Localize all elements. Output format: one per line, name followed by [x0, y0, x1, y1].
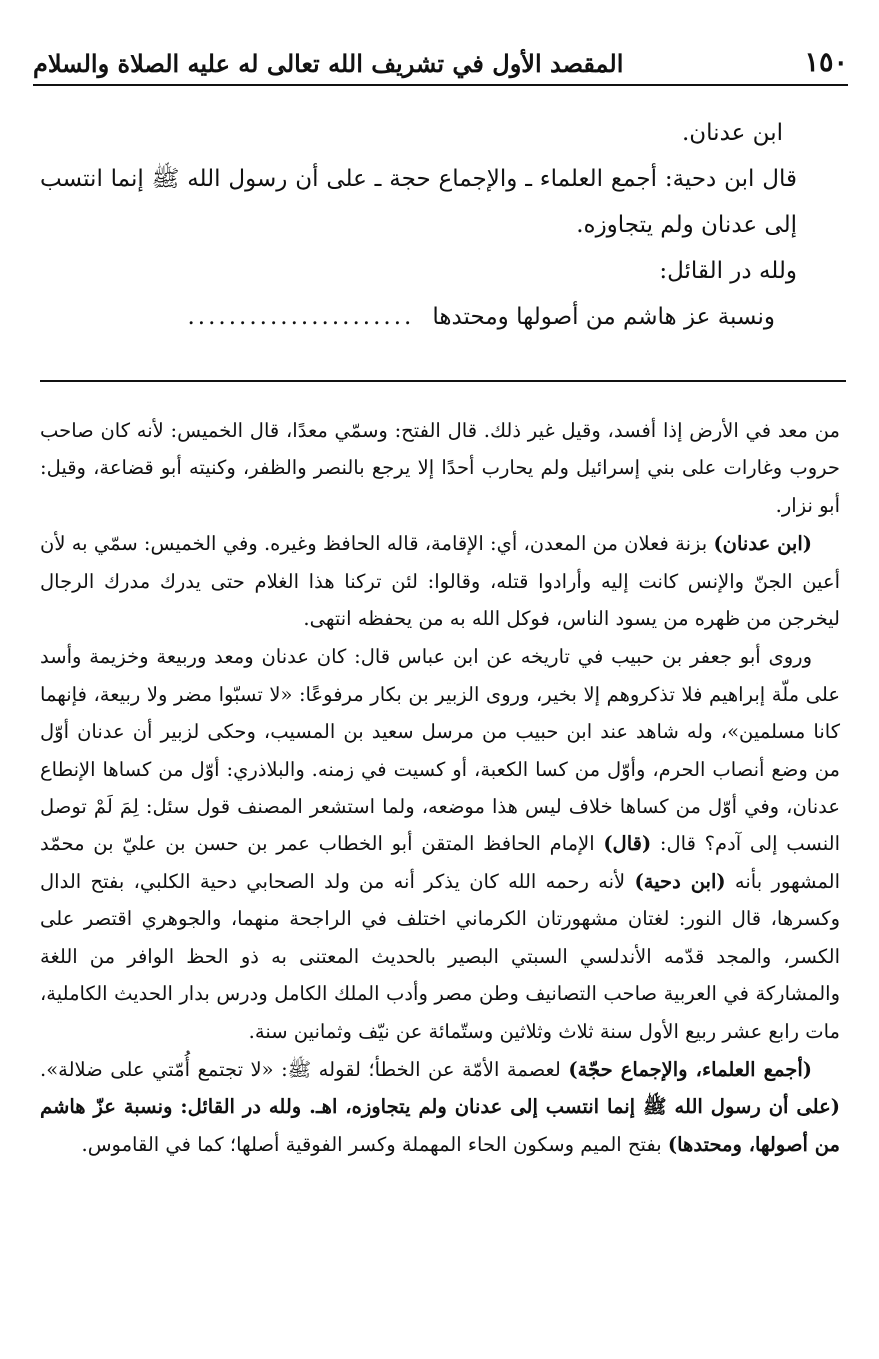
- lemma: (قال): [603, 832, 652, 856]
- commentary-text: بفتح الميم وسكون الحاء المهملة وكسر الفوقية أصلها؛ كما في القاموس.: [81, 1132, 668, 1156]
- running-title: المقصد الأول في تشريف الله تعالى له عليه الصلاة والسلام: [33, 49, 624, 78]
- verse-dots: ......................: [187, 304, 415, 330]
- lemma: (أجمع العلماء، والإجماع حجّة): [568, 1057, 812, 1081]
- page-number: ١٥٠: [804, 47, 848, 78]
- lemma: (ابن دحية): [634, 869, 726, 893]
- footnote-divider: [40, 380, 846, 382]
- main-line-1: ابن عدنان.: [681, 120, 783, 146]
- commentary-text: لعصمة الأمّة عن الخطأ؛ لقوله ﷺ: «لا تجتمع أُمّتي على ضلالة».: [40, 1057, 569, 1081]
- page-header: [33, 34, 848, 86]
- main-paragraph-1: قال ابن دحية: أجمع العلماء ـ والإجماع حجة ـ على أن رسول الله ﷺ إنما انتسب إلى عدنان ولم يتجاوزه.: [40, 166, 797, 238]
- commentary-text: لأنه رحمه الله كان يذكر أنه من ولد الصحابي دحية الكلبي، بفتح الدال وكسرها، قال النور: لغتان مشهورتان الكرماني اختلف في الراجحة منهما، والجوهري اقتصر على الكسر، والمجد قدّمه الأندلسي السبتي البصير بالحديث المعتنى به ذو الحظ الوافر من اللغة والمشاركة في العربية صاحب التصانيف وطن مصر وأدب الملك الكامل ودرس بدار الحديث الكاملية، مات رابع عشر ربيع الأول سنة ثلاث وثلاثين وستّمائة عن نيّف وثمانين سنة.: [40, 869, 840, 1043]
- commentary-paragraph-4: [40, 1051, 840, 1163]
- commentary: [40, 412, 840, 1163]
- lemma: (على أن رسول الله ﷺ إنما انتسب إلى عدنان ولم يتجاوزه، اهـ. ولله در القائل: ونسبة عزّ هاشم من أصولها، ومحتدها): [40, 1095, 840, 1156]
- commentary-paragraph-1: من معد في الأرض إذا أفسد، وقيل غير ذلك. قال الفتح: وسمّي معدًا، قال الخميس: لأنه كان صاحب حروب وغارات على بني إسرائيل ولم يحارب أحدًا إلا يرجع بالنصر والظفر، وكنيته أبو قضاعة، وقيل: أبو نزار.: [40, 419, 840, 517]
- main-line-poet: ولله در القائل:: [659, 258, 797, 284]
- commentary-paragraph-2: [40, 525, 840, 637]
- lemma: (ابن عدنان): [713, 532, 812, 556]
- commentary-paragraph-3: [40, 638, 840, 1049]
- verse: [40, 294, 835, 340]
- commentary-text: الإمام الحافظ المتقن أبو الخطاب عمر بن حسن بن عليّ بن محمّد المشهور بأنه: [40, 832, 840, 893]
- commentary-text: وروى أبو جعفر بن حبيب في تاريخه عن ابن عباس قال: كان عدنان ومعد وربيعة وخزيمة وأسد على ملّة إبراهيم فلا تذكروهم إلا بخير، وروى الزبير بن بكار مرفوعًا: «لا تسبّوا مضر ولا ربيعة، فإنهما كانا مسلمين»، وله شاهد عند ابن حبيب من مرسل سعيد بن المسيب، وحكى لزبير أن عدنان أوّل من وضع أنصاب الحرم، وأوّل من كسا الكعبة، أو كسيت في زمنه. والبلاذري: أوّل من كساها الإنطاع عدنان، وفي أوّل من كساها خلاف ليس هذا موضعه، ولما استشعر المصنف قول سئل: لِمَ لَمْ توصل النسب إلى آدم؟ قال:: [40, 645, 840, 856]
- commentary-text: بزنة فعلان من المعدن، أي: الإقامة، قاله الحافظ وغيره. وفي الخميس: سمّي به لأن أعين الجنّ والإنس كانت إليه وأرادوا قتله، وقالوا: لئن تركنا هذا الغلام حتى يدرك مدرك الرجال ليخرجن من ظهره من يسود الناس، فوكل الله به من يحفظه انتهى.: [40, 532, 840, 631]
- verse-hemistich: ونسبة عز هاشم من أصولها ومحتدها: [432, 304, 775, 330]
- main-text: [40, 110, 835, 340]
